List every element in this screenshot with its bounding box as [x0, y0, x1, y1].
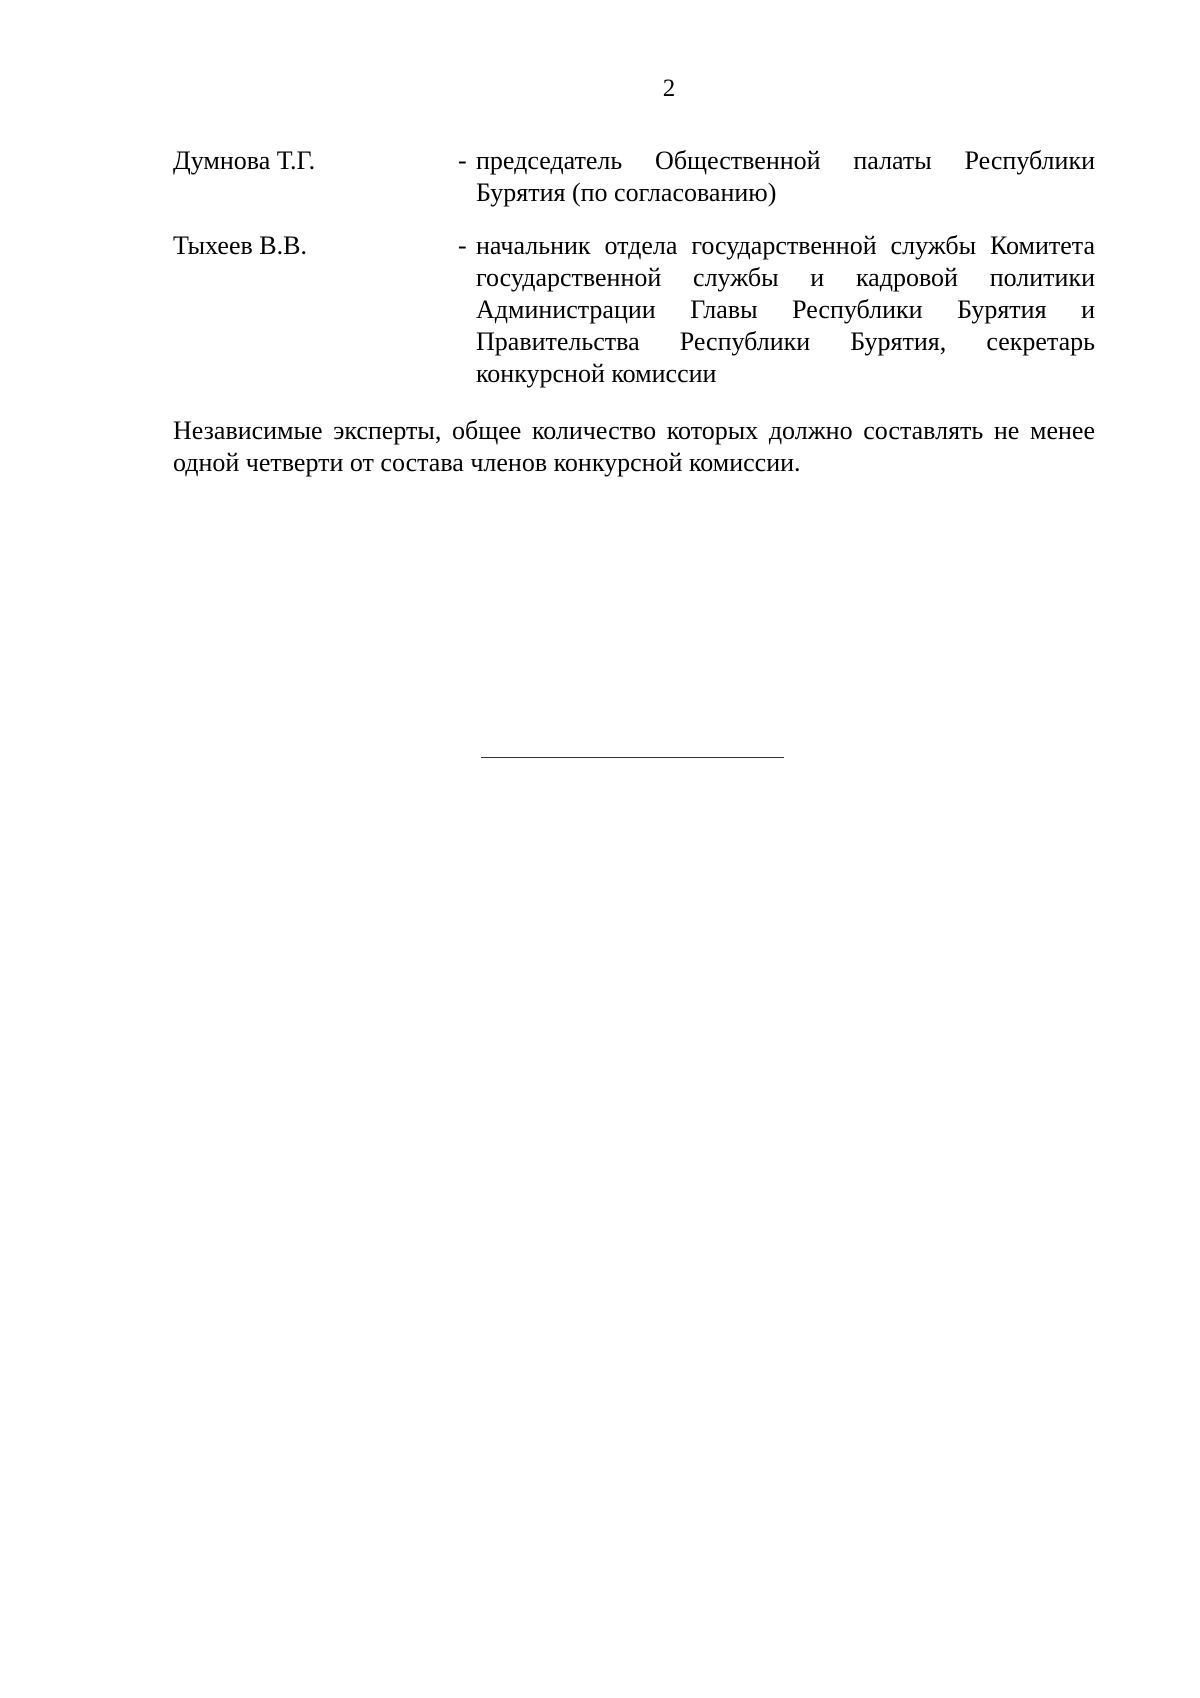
member-name: Тыхеев В.В.: [173, 231, 307, 260]
member-dash: -: [458, 231, 467, 260]
member-dash: -: [458, 146, 467, 175]
page-number: 2: [662, 75, 676, 102]
experts-paragraph: Независимые эксперты, общее количество которых должно составлять не менее одной четверти от состава членов конкурсной комиссии.: [173, 416, 1095, 477]
member-role: председатель Общественной палаты Республики Бурятия (по согласованию): [476, 146, 1095, 207]
member-name: Думнова Т.Г.: [173, 146, 316, 175]
closing-divider: [481, 757, 784, 758]
member-role: начальник отдела государственной службы Комитета государственной службы и кадровой политики Администрации Главы Республики Бурятия и Правительства Республики Бурятия, секретарь конкурсной комиссии: [476, 231, 1095, 388]
